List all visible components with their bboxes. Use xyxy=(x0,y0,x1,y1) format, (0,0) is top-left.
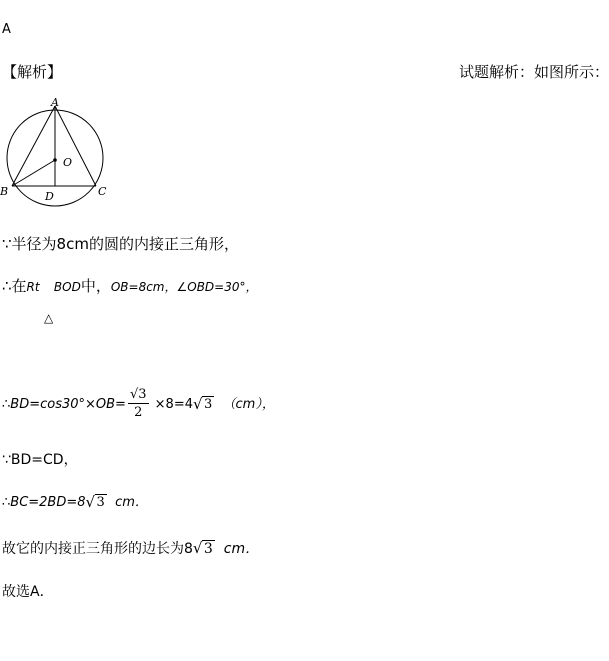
triangle-mark: △ xyxy=(44,311,54,325)
line-conclusion xyxy=(2,538,259,558)
label-c: C xyxy=(98,185,107,198)
side-ac xyxy=(55,106,96,186)
fraction-numerator: √3 xyxy=(129,387,147,402)
l4-mid: ×8=4 xyxy=(154,397,193,412)
line-right-triangle xyxy=(2,275,258,296)
center-point xyxy=(53,158,57,162)
l2-rt: Rt xyxy=(26,280,40,294)
line-choice: 故选A． xyxy=(2,584,54,600)
label-d: D xyxy=(45,190,54,203)
sqrt-3: √ 3 xyxy=(192,395,213,413)
l2-bod: BOD xyxy=(53,280,81,294)
sqrt-3: √ 3 xyxy=(192,539,213,557)
l2-mid: 中， xyxy=(80,277,111,295)
analysis-heading: 【解析】 xyxy=(2,63,63,81)
label-b: B xyxy=(0,185,9,198)
l2-prefix: ∴在 xyxy=(2,277,27,295)
l7-prefix: 故它的内接正三角形的边长为8 xyxy=(2,541,193,557)
label-o: O xyxy=(63,156,73,169)
side-ab xyxy=(12,106,55,186)
fraction xyxy=(128,387,149,422)
l2-eq: OB=8cm，∠OBD=30°， xyxy=(110,280,258,294)
answer-label: A xyxy=(2,22,11,37)
l4-prefix: ∴BD=cos30°×OB= xyxy=(2,397,126,412)
geometry-figure xyxy=(0,96,115,208)
line-bd-eq-cd: ∵BD=CD， xyxy=(2,452,78,468)
line-bd-value xyxy=(2,387,275,422)
line-bc xyxy=(2,491,148,510)
l6-unit: cm． xyxy=(115,495,148,510)
l7-unit: cm． xyxy=(223,541,260,557)
l4-unit: （cm）， xyxy=(222,397,275,412)
label-a: A xyxy=(51,96,59,109)
analysis-intro: 试题解析：如图所示： xyxy=(459,63,609,81)
fraction-denominator: 2 xyxy=(134,405,143,420)
line-given: ∵半径为8cm的圆的内接正三角形， xyxy=(2,235,239,253)
l6-prefix: ∴BC=2BD=8 xyxy=(2,495,86,510)
sqrt-3: √ 3 xyxy=(85,493,105,511)
